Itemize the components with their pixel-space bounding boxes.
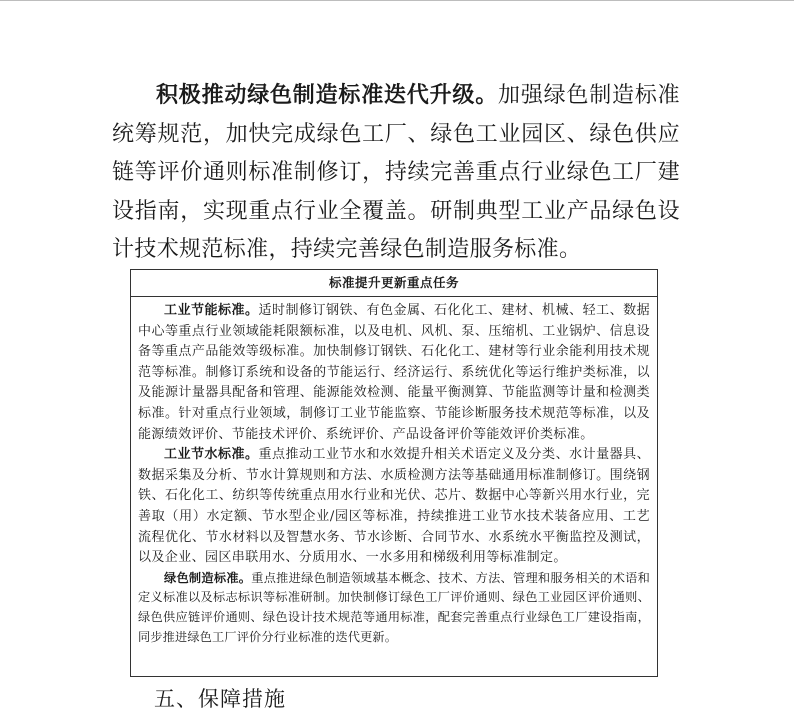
box-title: 标准提升更新重点任务 <box>131 270 657 297</box>
main-paragraph-text: 加强绿色制造标准统筹规范，加快完成绿色工厂、绿色工业园区、绿色供应链等评价通则标准制修订，持续完善重点行业绿色工厂建设指南，实现重点行业全覆盖。研制典型工业产品绿色设计技术规范标准，持续完善绿色制造服务标准。 <box>112 83 680 262</box>
key-tasks-box <box>130 269 658 677</box>
box-paragraph-green-manufacturing <box>138 569 650 647</box>
box-text-energy-saving: 适时制修订钢铁、有色金属、石化化工、建材、机械、轻工、数据中心等重点行业领域能耗限额标准，以及电机、风机、泵、压缩机、工业锅炉、信息设备等重点产品能效等级标准。加快制修订钢铁、石化化工、建材等行业余能利用技术规范等标准。制修订系统和设备的节能运行、经济运行、系统优化等运行维护类标准，以及能源计量器具配备和管理、能源能效检测、能量平衡测算、节能监测等计量和检测类标准。针对重点行业领域，制修订工业节能监察、节能诊断服务技术规范等标准，以及能源绩效评价、节能技术评价、系统评价、产品设备评价等能效评价类标准。 <box>138 303 650 442</box>
main-lead-heading: 积极推动绿色制造标准迭代升级。 <box>156 82 499 108</box>
box-paragraph-water-saving <box>138 445 650 569</box>
box-lead-water-saving: 工业节水标准。 <box>164 447 259 463</box>
page-top-border <box>0 0 794 1</box>
main-paragraph <box>112 76 680 270</box>
box-paragraph-energy-saving <box>138 301 650 445</box>
box-text-water-saving: 重点推动工业节水和水效提升相关术语定义及分类、水计量器具、数据采集及分析、节水计算规则和方法、水质检测方法等基础通用标准制修订。围绕钢铁、石化化工、纺织等传统重点用水行业和光伏、芯片、数据中心等新兴用水行业，完善取（用）水定额、节水型企业/园区等标准，持续推进工业节水技术装备应用、工艺流程优化、节水材料以及智慧水务、节水诊断、合同节水、水系统水平衡监控及测试，以及企业、园区串联用水、分质用水、一水多用和梯级利用等标准制定。 <box>138 447 650 566</box>
box-body <box>131 297 657 647</box>
box-lead-green-manufacturing: 绿色制造标准。 <box>164 570 252 585</box>
box-lead-energy-saving: 工业节能标准。 <box>164 303 259 318</box>
section-heading: 五、保障措施 <box>154 687 286 711</box>
box-text-green-manufacturing: 重点推进绿色制造领域基本概念、技术、方法、管理和服务相关的术语和定义标准以及标志标识等标准研制。加快制修订绿色工厂评价通则、绿色工业园区评价通则、绿色供应链评价通则、绿色设计技术规范等通用标准，配套完善重点行业绿色工厂建设指南，同步推进绿色工厂评价分行业标准的迭代更新。 <box>138 570 650 644</box>
